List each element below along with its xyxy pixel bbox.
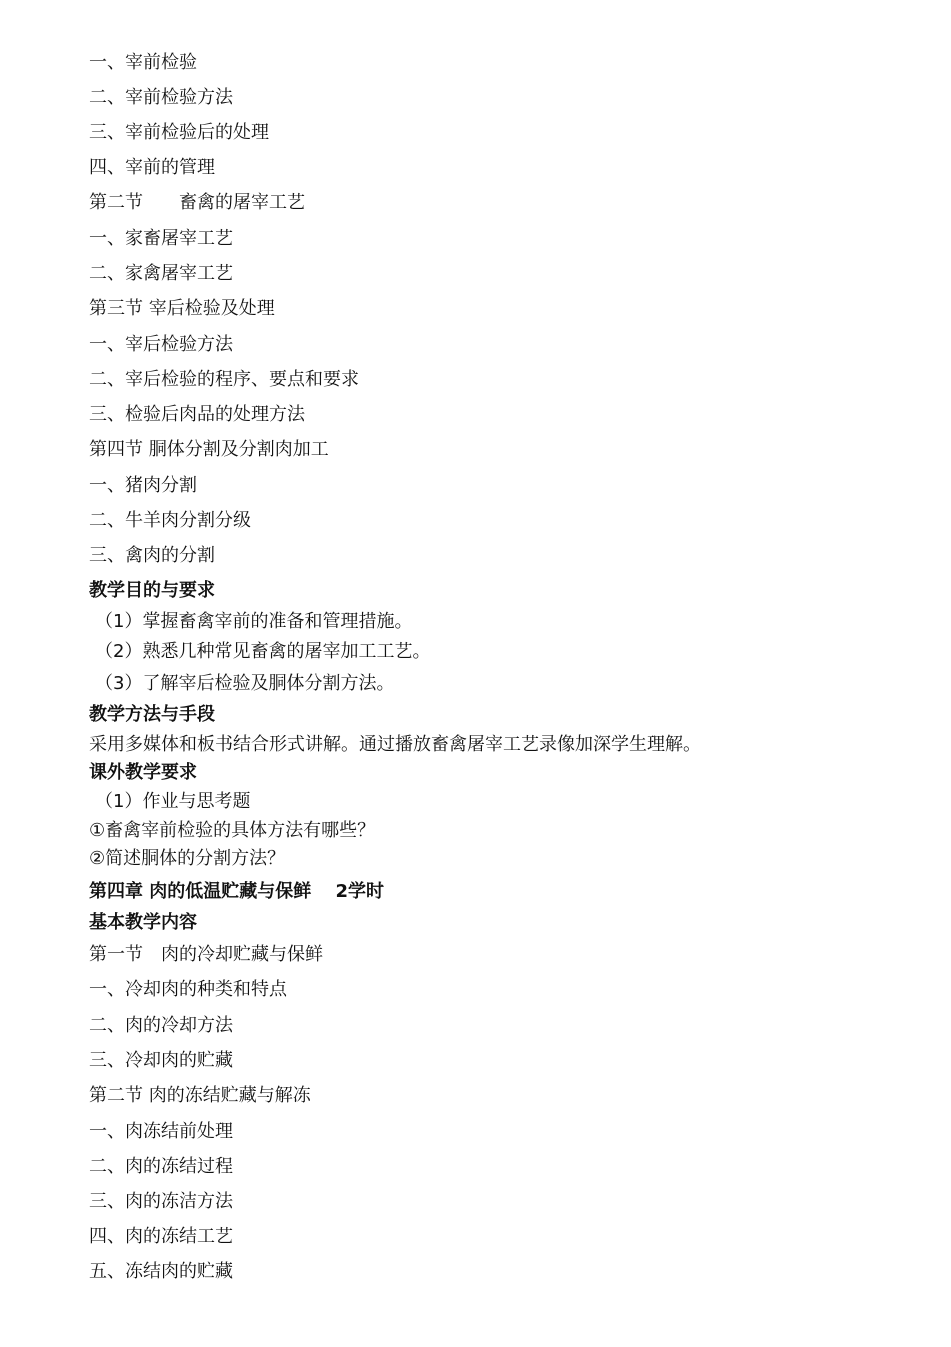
section-item: 一、肉冻结前处理: [89, 1121, 233, 1142]
bold-heading: 课外教学要求: [89, 762, 197, 783]
paragraph: 采用多媒体和板书结合形式讲解。通过播放畜禽屠宰工艺录像加深学生理解。: [89, 734, 701, 755]
section-heading: 第三节 宰后检验及处理: [89, 298, 275, 319]
section-item: 一、宰后检验方法: [89, 334, 233, 355]
section-item: 三、检验后肉品的处理方法: [89, 404, 305, 425]
section-item: 三、冷却肉的贮藏: [89, 1050, 233, 1071]
bold-heading: 教学方法与手段: [89, 704, 215, 725]
section-item: 一、家畜屠宰工艺: [89, 228, 233, 249]
section-item: 三、宰前检验后的处理: [89, 122, 269, 143]
section-item: 四、肉的冻结工艺: [89, 1226, 233, 1247]
section-item: 二、肉的冷却方法: [89, 1015, 233, 1036]
section-item: 二、肉的冻结过程: [89, 1156, 233, 1177]
section-heading: 第二节 畜禽的屠宰工艺: [89, 192, 305, 213]
section-heading: 第一节 肉的冷却贮藏与保鲜: [89, 944, 323, 965]
section-item: 二、宰前检验方法: [89, 87, 233, 108]
homework-item: （1）作业与思考题: [95, 791, 251, 812]
section-item: 一、猪肉分割: [89, 475, 197, 496]
section-item: 一、冷却肉的种类和特点: [89, 979, 287, 1000]
section-item: 二、家禽屠宰工艺: [89, 263, 233, 284]
section-item: 四、宰前的管理: [89, 157, 215, 178]
section-item: 五、冻结肉的贮藏: [89, 1261, 233, 1282]
objective-item: （1）掌握畜禽宰前的准备和管理措施。: [95, 611, 413, 632]
section-item: 一、宰前检验: [89, 52, 197, 73]
chapter-title: 第四章 肉的低温贮藏与保鲜 2学时: [89, 881, 385, 902]
section-item: 三、禽肉的分割: [89, 545, 215, 566]
objective-item: （2）熟悉几种常见畜禽的屠宰加工工艺。: [95, 641, 431, 662]
bold-heading: 教学目的与要求: [89, 580, 215, 601]
section-item: 二、牛羊肉分割分级: [89, 510, 251, 531]
question-item: ②简述胴体的分割方法？: [89, 848, 286, 869]
bold-heading: 基本教学内容: [89, 912, 197, 933]
section-heading: 第二节 肉的冻结贮藏与解冻: [89, 1085, 311, 1106]
section-item: 二、宰后检验的程序、要点和要求: [89, 369, 359, 390]
objective-item: （3）了解宰后检验及胴体分割方法。: [95, 673, 395, 694]
question-item: ①畜禽宰前检验的具体方法有哪些？: [89, 820, 376, 841]
section-heading: 第四节 胴体分割及分割肉加工: [89, 439, 329, 460]
section-item: 三、肉的冻洁方法: [89, 1191, 233, 1212]
